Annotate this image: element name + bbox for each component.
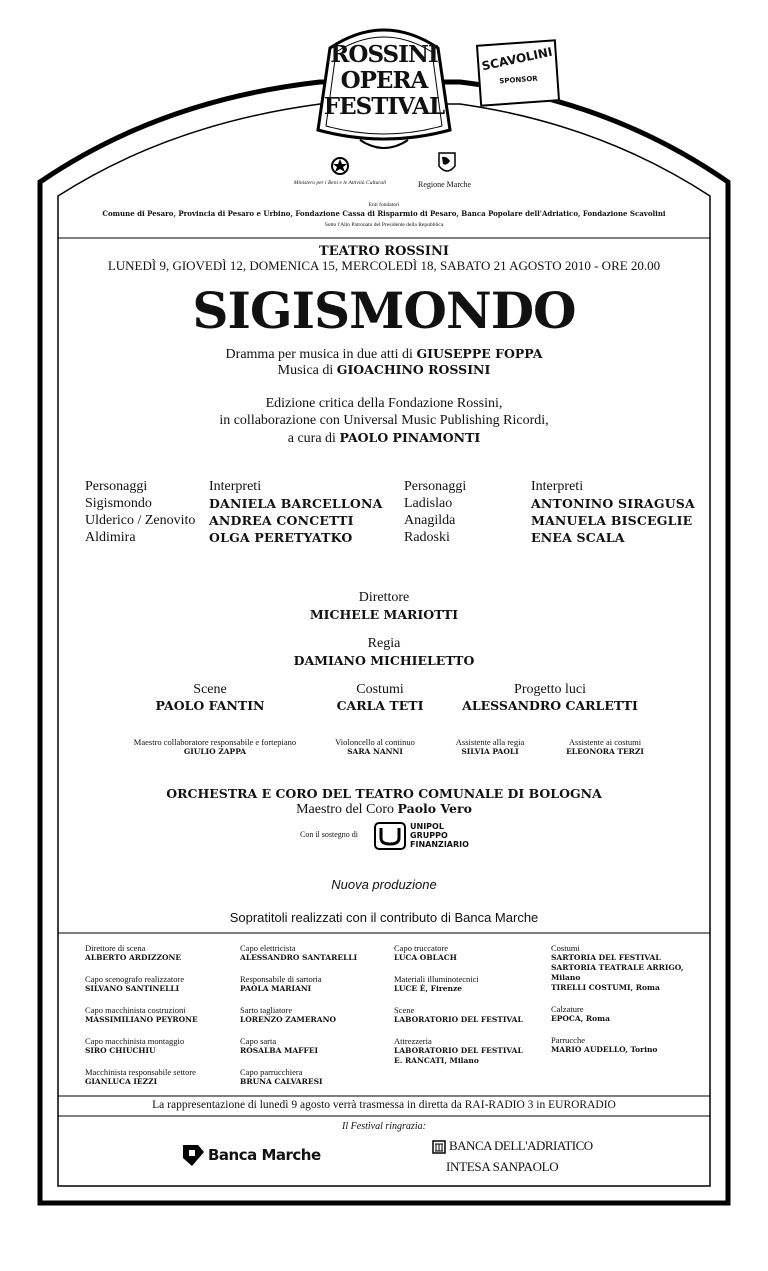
tech-name: MARIO AUDELLO, Torino: [551, 1045, 658, 1054]
tech-item: [551, 1004, 701, 1024]
assistant-role: Assistente ai costumi: [568, 737, 642, 747]
assistant-credit: [550, 737, 660, 756]
logo-line-festival: FESTIVAL: [323, 93, 445, 120]
edition-line-3: [0, 430, 768, 447]
assistant-role: Assistente alla regia: [455, 737, 525, 747]
assistant-credit: [320, 737, 430, 756]
tech-item: [85, 1005, 235, 1025]
character: Ladislao: [404, 496, 453, 511]
header-personaggi-left: Personaggi: [85, 479, 148, 494]
chorus-name: Paolo Vero: [397, 801, 472, 816]
founders-label: Enti fondatori: [368, 202, 400, 208]
opera-title: SIGISMONDO: [192, 281, 576, 340]
logo-line-rossini: ROSSINI: [330, 41, 438, 68]
theatre-name: TEATRO ROSSINI: [319, 244, 449, 259]
unipol-line: UNIPOL: [410, 822, 444, 831]
performer: MANUELA BISCEGLIE: [531, 513, 693, 528]
intesa-name: INTESA SANPAOLO: [446, 1159, 559, 1174]
tech-item: [551, 943, 701, 993]
chorus-master: [0, 801, 768, 818]
performer: DANIELA BARCELLONA: [209, 496, 383, 511]
libretto-prefix: Dramma per musica in due atti di: [225, 347, 417, 362]
unipol-logo-icon: [374, 822, 406, 854]
tech-column: [394, 943, 544, 1066]
banca-marche-name: Banca Marche: [208, 1146, 321, 1164]
festival-logo: [300, 18, 468, 158]
costumes-label: Costumi: [356, 682, 404, 697]
editor: PAOLO PINAMONTI: [339, 430, 481, 445]
edition-prefix: a cura di: [287, 431, 340, 446]
region-emblem-icon: [438, 152, 456, 180]
tech-role: Capo elettricista: [240, 943, 296, 953]
tech-item: [240, 943, 390, 963]
adriatico-name: BANCA DELL'ADRIATICO: [449, 1138, 593, 1153]
assistant-credit: [435, 737, 545, 756]
tech-name: SARTORIA DEL FESTIVAL SARTORIA TEATRALE ARRIGO, Milano TIRELLI COSTUMI, Roma: [551, 953, 684, 992]
tech-column: [240, 943, 390, 1087]
performer: OLGA PERETYATKO: [209, 530, 353, 545]
tech-name: ALBERTO ARDIZZONE: [85, 953, 182, 962]
lighting-label: Progetto luci: [514, 682, 586, 697]
support-label: Con il sostegno di: [300, 830, 359, 839]
performer: ANDREA CONCETTI: [209, 513, 354, 528]
edition-line-2: in collaborazione con Universal Music Publishing Ricordi,: [219, 413, 549, 428]
new-production: Nuova produzione: [331, 877, 437, 892]
surtitles-line: [0, 910, 768, 925]
character: Aldimira: [85, 530, 136, 545]
tech-role: Sarto tagliatore: [240, 1005, 293, 1015]
header-interpreti-left: Interpreti: [209, 479, 262, 494]
assistant-name: SILVIA PAOLI: [461, 747, 519, 756]
tech-name: LUCE È, Firenze: [394, 984, 463, 993]
performer: ENEA SCALA: [531, 530, 625, 545]
tech-item: [85, 974, 235, 994]
tech-role: Costumi: [551, 943, 580, 953]
assistant-role: Violoncello al continuo: [335, 737, 415, 747]
sponsor-name: SCAVOLINI: [480, 44, 554, 74]
orchestra-name: ORCHESTRA E CORO DEL TEATRO COMUNALE DI BOLOGNA: [166, 786, 602, 801]
tech-item: [394, 1005, 544, 1025]
adriatico-icon: [432, 1139, 446, 1158]
tech-name: GIANLUCA IEZZI: [85, 1077, 158, 1086]
surtitles-prefix: Sopratitoli realizzati con il contributo di: [229, 910, 455, 925]
director-name: DAMIANO MICHIELETTO: [293, 653, 475, 668]
assistant-credit: [110, 737, 320, 756]
tech-item: [240, 974, 390, 994]
broadcast-notice: La rappresentazione di lunedì 9 agosto verrà trasmessa in diretta da RAI-RADIO 3 in EURORADIO: [152, 1099, 616, 1111]
conductor-name: MICHELE MARIOTTI: [309, 607, 459, 622]
tech-role: Capo sarta: [240, 1036, 277, 1046]
director-label: Regia: [367, 636, 401, 651]
edition-line-1: Edizione critica della Fondazione Rossini,: [265, 396, 503, 411]
tech-role: Direttore di scena: [85, 943, 146, 953]
tech-item: [85, 1036, 235, 1056]
tech-name: LORENZO ZAMERANO: [240, 1015, 336, 1024]
assistant-name: SARA NANNI: [347, 747, 403, 756]
character: Sigismondo: [85, 496, 152, 511]
tech-name: PAOLA MARIANI: [240, 984, 312, 993]
tech-item: [240, 1067, 390, 1087]
character: Ulderico / Zenovito: [85, 513, 196, 528]
tech-name: LUCA OBLACH: [394, 953, 457, 962]
tech-role: Calzature: [551, 1004, 584, 1014]
tech-item: [85, 1067, 235, 1087]
header-interpreti-right: Interpreti: [531, 479, 584, 494]
tech-item: [394, 1036, 544, 1066]
ministry-label: Ministero per i Beni e le Attività Culturali: [293, 180, 387, 186]
tech-name: BRUNA CALVARESI: [240, 1077, 323, 1086]
logo-line-opera: OPERA: [340, 67, 428, 94]
tech-role: Scene: [394, 1005, 415, 1015]
tech-name: LABORATORIO DEL FESTIVAL E. RANCATI, Milano: [394, 1046, 523, 1065]
tech-role: Capo scenografo realizzatore: [85, 974, 185, 984]
tech-role: Capo macchinista costruzioni: [85, 1005, 186, 1015]
tech-role: Macchinista responsabile settore: [85, 1067, 196, 1077]
tech-role: Materiali illuminotecnici: [394, 974, 479, 984]
lighting-name: ALESSANDRO CARLETTI: [462, 698, 638, 713]
assistant-name: GIULIO ZAPPA: [183, 747, 247, 756]
tech-role: Parrucche: [551, 1035, 585, 1045]
chorus-prefix: Maestro del Coro: [296, 802, 398, 817]
tech-name: EPOCA, Roma: [551, 1014, 610, 1023]
founders-list: Comune di Pesaro, Provincia di Pesaro e Urbino, Fondazione Cassa di Risparmio di Pesaro, Banca Popolare dell'Adriatico, Fondazione Scavolini: [102, 209, 666, 218]
thanks-label: Il Festival ringrazia:: [342, 1121, 426, 1132]
performer: ANTONINO SIRAGUSA: [531, 496, 695, 511]
tech-item: [394, 943, 544, 963]
assistant-role: Maestro collaboratore responsabile e fortepiano: [133, 737, 297, 747]
tech-role: Capo parrucchiera: [240, 1067, 303, 1077]
unipol-line: FINANZIARIO: [410, 840, 469, 849]
banca-marche-logo-icon: [180, 1142, 206, 1172]
tech-name: MASSIMILIANO PEYRONE: [85, 1015, 198, 1024]
sets-label: Scene: [193, 682, 227, 697]
sponsor-logo: [476, 39, 560, 106]
region-label: Regione Marche: [418, 180, 472, 189]
surtitles-sponsor: Banca Marche: [454, 910, 539, 925]
librettist: GIUSEPPE FOPPA: [416, 346, 543, 361]
tech-item: [551, 1035, 701, 1055]
sponsor-tag: SPONSOR: [499, 74, 538, 86]
costumes-name: CARLA TETI: [336, 698, 424, 713]
tech-item: [85, 943, 235, 963]
composer: GIOACHINO ROSSINI: [336, 362, 491, 377]
tech-name: LABORATORIO DEL FESTIVAL: [394, 1015, 523, 1024]
conductor-label: Direttore: [358, 590, 410, 605]
sets-name: PAOLO FANTIN: [155, 698, 265, 713]
tech-name: SIRO CHIUCHIU: [85, 1046, 156, 1055]
tech-column: [551, 943, 701, 1055]
character: Anagilda: [404, 513, 456, 528]
tech-role: Attrezzeria: [394, 1036, 432, 1046]
tech-item: [240, 1036, 390, 1056]
tech-name: ROSALBA MAFFEI: [240, 1046, 319, 1055]
tech-name: SILVANO SANTINELLI: [85, 984, 180, 993]
performance-dates: LUNEDÌ 9, GIOVEDÌ 12, DOMENICA 15, MERCOLEDÌ 18, SABATO 21 AGOSTO 2010 - ORE 20.00: [107, 258, 661, 273]
tech-item: [394, 974, 544, 994]
unipol-logo-text: [410, 822, 469, 849]
character: Radoski: [404, 530, 450, 545]
libretto-line: [0, 346, 768, 363]
unipol-line: GRUPPO: [410, 831, 448, 840]
republic-emblem-icon: [330, 156, 350, 180]
tech-column: [85, 943, 235, 1087]
tech-name: ALESSANDRO SANTARELLI: [240, 953, 358, 962]
music-line: [0, 362, 768, 379]
tech-role: Capo truccatore: [394, 943, 449, 953]
assistant-name: ELEONORA TERZI: [566, 747, 644, 756]
music-prefix: Musica di: [277, 363, 337, 378]
patronage: Sotto l'Alto Patronato del Presidente della Repubblica: [324, 222, 444, 228]
header-personaggi-right: Personaggi: [404, 479, 467, 494]
tech-role: Capo macchinista montaggio: [85, 1036, 185, 1046]
tech-item: [240, 1005, 390, 1025]
tech-role: Responsabile di sartoria: [240, 974, 322, 984]
